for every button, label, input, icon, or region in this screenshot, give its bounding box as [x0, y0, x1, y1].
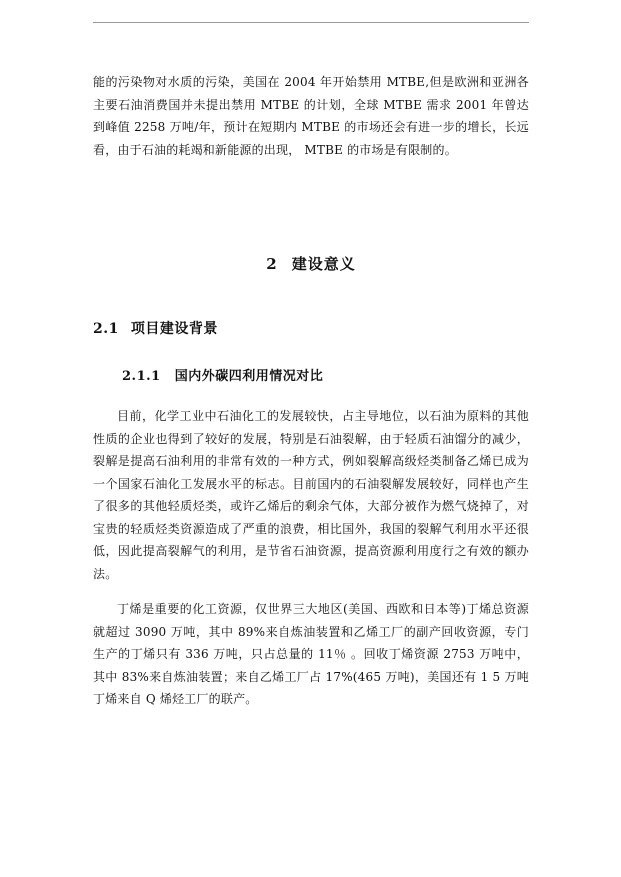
paragraph-petrochemical-background: 目前，化学工业中石油化工的发展较快，占主导地位，以石油为原料的其他性质的企业也得到了较好的发展，特别是石油裂解，由于轻质石油馏分的减少，裂解是提高石油利用的非常有效的一种方式，例如裂解高级烃类制备乙烯已成为一个国家石油化工发展水平的标志。目前国内的石油裂解发展较好，同样也产生了很多的其他轻质烃类，或许乙烯后的剩余气体，大部分被作为燃气烧掉了，对宝贵的轻质烃类资源造成了严重的浪费，相比国外，我国的裂解气利用水平还很低，因此提高裂解气的利用，是节省石油资源，提高资源利用度行之有效的额办法。	[93, 409, 529, 581]
section-heading	[93, 318, 218, 338]
chapter-heading	[93, 253, 529, 274]
section-title: 项目建设背景	[130, 321, 218, 337]
section-number: 2.1	[93, 321, 119, 337]
chapter-number: 2	[266, 255, 278, 273]
subsection-number: 2.1.1	[122, 369, 161, 384]
subsection-title: 国内外碳四利用情况对比	[174, 369, 324, 384]
header-divider	[93, 22, 529, 23]
paragraph-butene-resources: 丁烯是重要的化工资源，仅世界三大地区(美国、西欧和日本等)丁烯总资源就超过 3090 万吨，其中 89%来自炼油装置和乙烯工厂的副产回收资源，专门生产的丁烯只有 336 万吨，只占总量的 11％ 。回收丁烯资源 2753 万吨中，其中 83%来自炼油装置；来自乙烯工厂占 17%(465 万吨)，美国还有 1 5 万吨丁烯来自 Q 烯烃工厂的联产。	[93, 602, 529, 706]
subsection-heading	[122, 365, 323, 384]
paragraph-mtbe-market: 能的污染物对水质的污染，美国在 2004 年开始禁用 MTBE,但是欧洲和亚洲各主要石油消费国并未提出禁用 MTBE 的计划，全球 MTBE 需求 2001 年曾达到峰值 2258 万吨/年，预计在短期内 MTBE 的市场还会有进一步的增长，长远看，由于石油的耗竭和新能源的出现， MTBE 的市场是有限制的。	[93, 75, 529, 157]
chapter-title: 建设意义	[291, 255, 356, 273]
